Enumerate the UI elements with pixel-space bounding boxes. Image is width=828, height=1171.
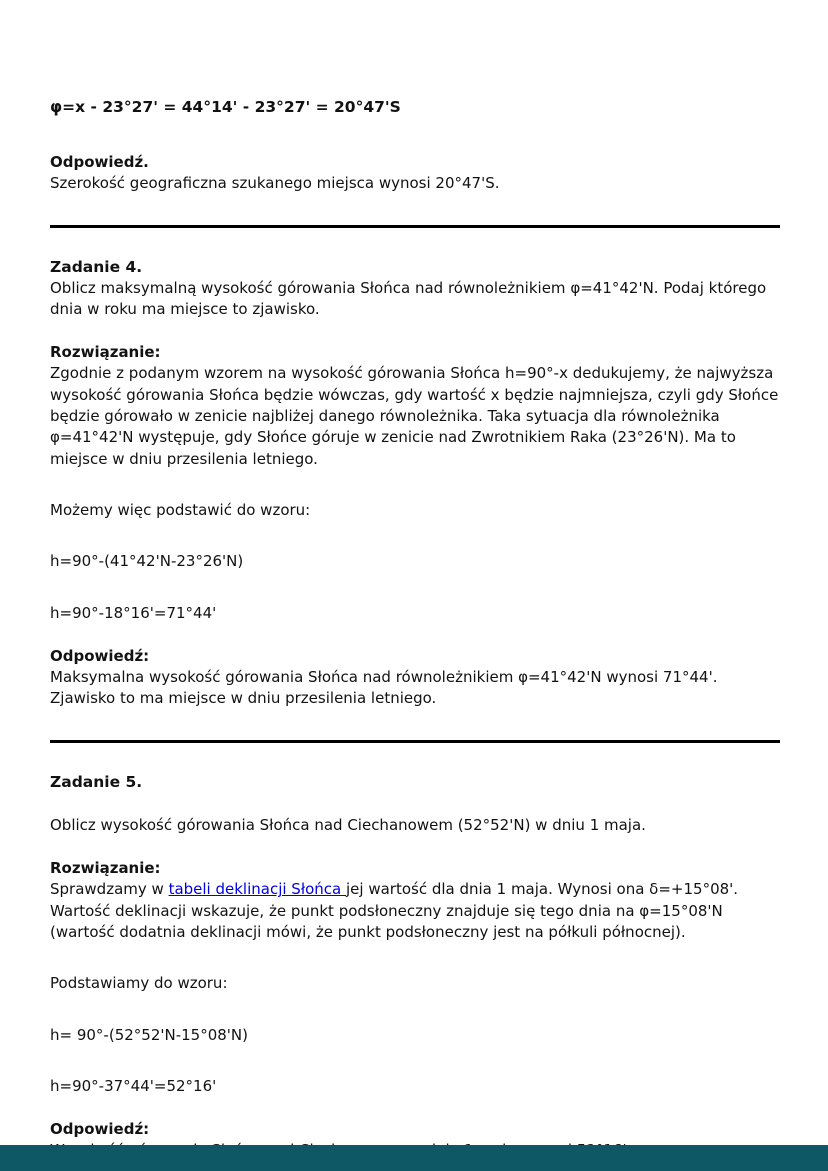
- task4-formula-1: h=90°-(41°42'N-23°26'N): [50, 552, 244, 571]
- task5-problem: Oblicz wysokość górowania Słońca nad Ciechanowem (52°52'N) w dniu 1 maja.: [50, 815, 646, 834]
- task5-heading: Zadanie 5.: [50, 772, 143, 791]
- task4-formula-2: h=90°-18°16'=71°44': [50, 603, 217, 622]
- intro-answer-text: Szerokość geograficzna szukanego miejsca wynosi 20°47'S.: [50, 174, 500, 193]
- task5-formula-2: h=90°-37°44'=52°16': [50, 1076, 217, 1095]
- task5-section: [50, 771, 780, 1162]
- task5-solution-heading: Rozwiązanie:: [50, 859, 161, 878]
- footer-bar: [0, 1145, 828, 1171]
- task5-solution-text: [50, 879, 780, 943]
- task4-solution-heading: Rozwiązanie:: [50, 343, 161, 362]
- task5-substitute-intro: Podstawiamy do wzoru:: [50, 974, 228, 993]
- task4-answer-heading: Odpowiedź:: [50, 646, 150, 665]
- section-divider-2: [50, 740, 780, 743]
- task4-heading: Zadanie 4.: [50, 257, 143, 276]
- task5-answer-heading: Odpowiedź:: [50, 1120, 150, 1139]
- intro-answer-heading: Odpowiedź.: [50, 153, 149, 171]
- section-divider-1: [50, 225, 780, 228]
- declination-table-link[interactable]: tabeli deklinacji Słońca: [168, 880, 346, 899]
- task5-solution-before-link: Sprawdzamy w: [50, 880, 169, 899]
- task4-substitute-intro: Możemy więc podstawić do wzoru:: [50, 500, 311, 519]
- formula-phi-result: φ=x - 23°27' = 44°14' - 23°27' = 20°47'S: [50, 98, 401, 116]
- task4-section: [50, 256, 780, 710]
- intro-answer-block: [50, 152, 780, 195]
- task4-answer-text: Maksymalna wysokość górowania Słońca nad równoleżnikiem φ=41°42'N wynosi 71°44'. Zjawisko to ma miejsce w dniu przesilenia letniego.: [50, 668, 718, 708]
- task4-solution-text: Zgodnie z podanym wzorem na wysokość górowania Słońca h=90°-x dedukujemy, że najwyższa wysokość górowania Słońca będzie wówczas, gdy wartość x będzie najmniejsza, czyli gdy Słońce będzie górowało w zenicie najbliżej danego równoleżnika. Taka sytuacja dla równoleżnika φ=41°42'N występuje, gdy Słońce góruje w zenicie nad Zwrotnikiem Raka (23°26'N). Ma to miejsce w dniu przesilenia letniego.: [50, 364, 779, 468]
- task5-formula-1: h= 90°-(52°52'N-15°08'N): [50, 1025, 248, 1044]
- task4-problem: Oblicz maksymalną wysokość górowania Słońca nad równoleżnikiem φ=41°42'N. Podaj którego dnia w roku ma miejsce to zjawisko.: [50, 278, 767, 318]
- task5-solution-after-link: jej wartość dla dnia 1 maja. Wynosi ona δ=+15°08'. Wartość deklinacji wskazuje, że punkt podsłoneczny znajduje się tego dnia na φ=15°08'N (wartość dodatnia deklinacji mówi, że punkt podsłoneczny jest na półkuli północnej).: [50, 880, 739, 941]
